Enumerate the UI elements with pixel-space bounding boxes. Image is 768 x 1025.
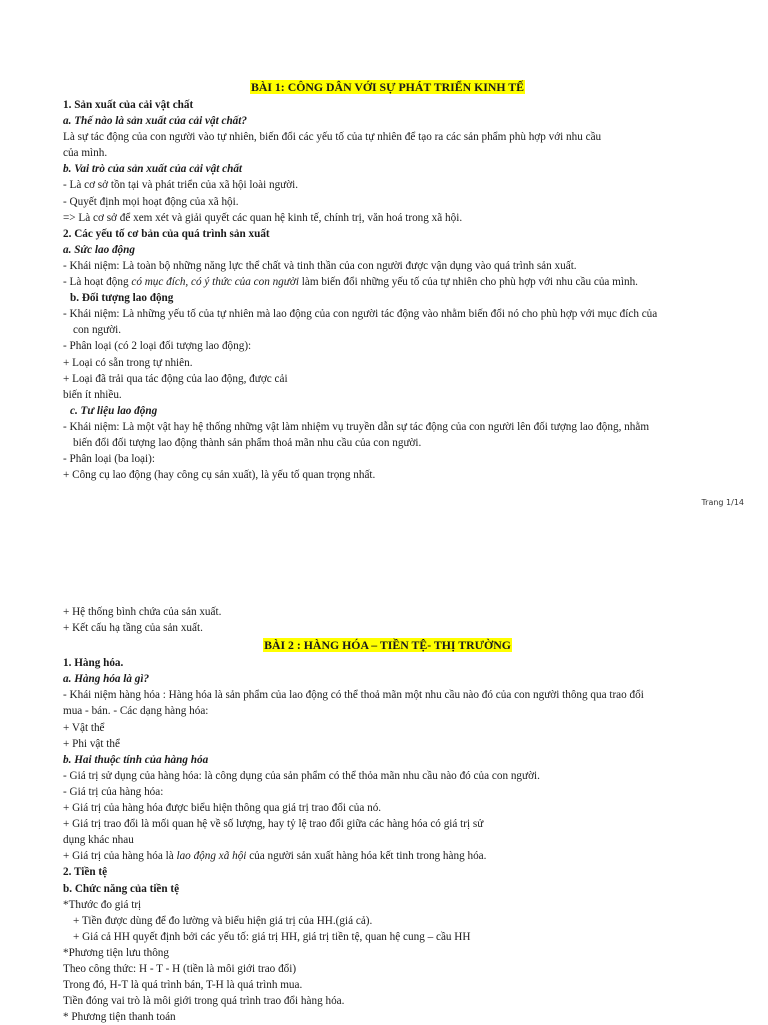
text-line: *Thước đo giá trị	[63, 898, 142, 911]
page-1-content	[63, 78, 712, 483]
text-line: - Giá trị của hàng hóa:	[63, 785, 164, 798]
page-1-body	[63, 97, 712, 483]
text-line: - Khái niệm hàng hóa : Hàng hóa là sản phẩm của lao động có thể thoả mãn một nhu cầu nào đó của con người thông qua trao đổi	[63, 689, 644, 702]
text-line: - Là cơ sở tồn tại và phát triển của xã hội loài người.	[63, 179, 299, 192]
text-line: - Khái niệm: Là toàn bộ những năng lực thể chất và tinh thần của con người được vận dụng vào quá trình sản xuất.	[63, 259, 577, 272]
document-page-2	[0, 520, 768, 1024]
text-line: dụng khác nhau	[63, 834, 134, 847]
text-line: - Giá trị sử dụng của hàng hóa: là công dụng của sản phẩm có thể thỏa mãn nhu cầu nào đó của con người.	[63, 769, 540, 782]
text-line: b. Đối tượng lao động	[70, 292, 174, 305]
text-line: + Hệ thống bình chứa của sản xuất.	[63, 606, 222, 618]
emphasis-text: có mục đích, có ý thức của con người	[131, 276, 299, 289]
lesson-2-title: BÀI 2 : HÀNG HÓA – TIỀN TỆ- THỊ TRƯỜNG	[264, 638, 511, 653]
text-line: * Phương tiện thanh toán	[63, 1011, 176, 1024]
text-line: + Giá trị của hàng hóa là lao động xã hội của người sản xuất hàng hóa kết tinh trong hàng hóa.	[63, 850, 487, 863]
page-2-body	[63, 655, 712, 1025]
text-line: biến ít nhiều.	[63, 388, 122, 401]
page-number-footer: Trang 1/14	[701, 498, 744, 507]
text-line: + Giá trị trao đổi là mối quan hệ về số lượng, hay tỷ lệ trao đổi giữa các hàng hóa có giá trị sử	[63, 818, 484, 831]
text-line: b. Chức năng của tiền tệ	[63, 882, 180, 895]
text-line: a. Hàng hóa là gì?	[63, 673, 150, 686]
text-line: biến đổi đối tượng lao động thành sản phẩm thoả mãn nhu cầu của con người.	[73, 436, 422, 449]
text-line: - Khái niệm: Là một vật hay hệ thống những vật làm nhiệm vụ truyền dẫn sự tác động của con người lên đối tượng lao động, nhằm	[63, 420, 650, 433]
text-line: b. Vai trò của sản xuất của cải vật chất	[63, 163, 243, 176]
emphasis-text: lao động xã hội	[176, 850, 247, 863]
text-line: 2. Tiền tệ	[63, 866, 108, 879]
text-line: + Vật thể	[63, 721, 105, 734]
text-line: => Là cơ sở để xem xét và giải quyết các quan hệ kinh tế, chính trị, văn hoá trong xã hội.	[63, 211, 463, 224]
text-line: + Kết cấu hạ tầng của sản xuất.	[63, 622, 203, 635]
text-line: + Tiền được dùng để đo lường và biểu hiện giá trị của HH.(giá cả).	[73, 914, 373, 927]
text-line: a. Sức lao động	[63, 243, 135, 256]
text-line: + Loại đã trải qua tác động của lao động, được cải	[63, 372, 288, 385]
text-line: Theo công thức: H - T - H (tiền là môi giới trao đổi)	[63, 962, 297, 975]
text-line: + Công cụ lao động (hay công cụ sản xuất), là yếu tố quan trọng nhất.	[63, 469, 376, 482]
text-line: 2. Các yếu tố cơ bản của quá trình sản xuất	[63, 227, 270, 240]
text-line: c. Tư liệu lao động	[70, 404, 158, 417]
text-line: - Phân loại (có 2 loại đối tượng lao động):	[63, 340, 252, 353]
text-line: - Phân loại (ba loại):	[63, 453, 155, 466]
text-line: - Là hoạt động có mục đích, có ý thức của con người làm biến đổi những yếu tố của tự nhiên cho phù hợp với nhu cầu của mình.	[63, 276, 638, 289]
text-line: mua - bán. - Các dạng hàng hóa:	[63, 705, 209, 718]
text-line: Tiền đóng vai trò là môi giới trong quá trình trao đổi hàng hóa.	[63, 995, 345, 1008]
text-line: *Phương tiện lưu thông	[63, 946, 169, 959]
text-line: + Phi vật thể	[63, 737, 120, 750]
text-line: con người.	[73, 324, 122, 337]
text-line: a. Thế nào là sản xuất của cải vật chất?	[63, 115, 247, 128]
text-line: 1. Hàng hóa.	[63, 657, 124, 670]
text-line: - Quyết định mọi hoạt động của xã hội.	[63, 195, 239, 208]
text-line: b. Hai thuộc tính của hàng hóa	[63, 753, 209, 766]
lesson-1-title: BÀI 1: CÔNG DÂN VỚI SỰ PHÁT TRIỂN KINH TẾ	[250, 80, 525, 94]
text-line: 1. Sản xuất của cải vật chất	[63, 99, 194, 111]
page-2-continued-list	[63, 604, 712, 636]
text-line: + Giá trị của hàng hóa được biểu hiện thông qua giá trị trao đổi của nó.	[63, 802, 382, 815]
text-line: + Giá cả HH quyết định bởi các yếu tố: giá trị HH, giá trị tiền tệ, quan hệ cung – cầu HH	[73, 930, 471, 943]
text-line: Trong đó, H-T là quá trình bán, T-H là quá trình mua.	[63, 979, 303, 992]
text-line: Là sự tác động của con người vào tự nhiên, biến đổi các yếu tố của tự nhiên để tạo ra các sản phẩm phù hợp với nhu cầu	[63, 131, 602, 144]
text-line: của mình.	[63, 147, 108, 160]
text-line: + Loại có sẵn trong tự nhiên.	[63, 356, 193, 369]
page-2-content	[63, 604, 712, 1025]
text-line: - Khái niệm: Là những yếu tố của tự nhiên mà lao động của con người tác động vào nhằm biến đổi nó cho phù hợp với mục đích của	[63, 308, 658, 321]
